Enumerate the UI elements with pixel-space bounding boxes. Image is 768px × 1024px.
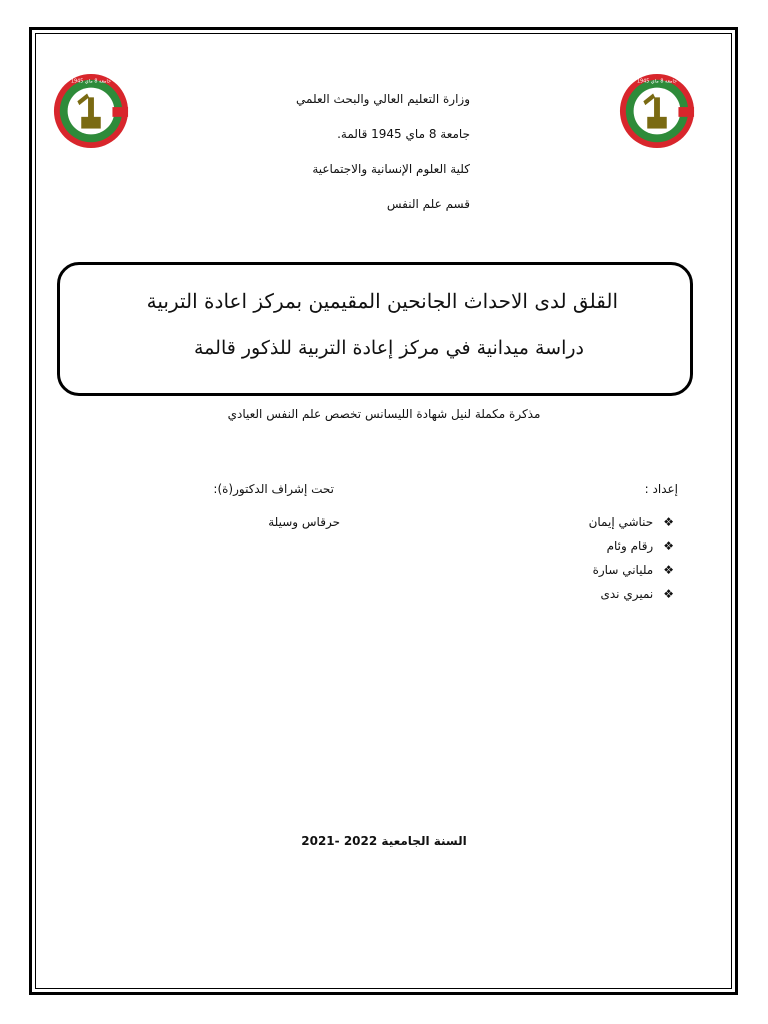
author-name: نميري ندى (600, 587, 654, 601)
degree-description: مذكرة مكملة لنيل شهادة الليسانس تخصص علم النفس العيادي (227, 407, 541, 421)
author-name: حناشي إيمان (588, 515, 654, 529)
academic-year: السنة الجامعية 2022 -2021 (301, 834, 467, 848)
thesis-title: القلق لدى الاحداث الجانحين المقيمين بمركز اعادة التربية (146, 289, 618, 313)
supervisor-name: حرقاس وسيلة (268, 515, 340, 529)
logo-arabic-text: جامعة 8 ماي 1945 (70, 78, 112, 85)
prepared-by-label: إعداد : (644, 482, 678, 496)
author-item (589, 515, 674, 529)
university-logo-right (618, 72, 696, 150)
diamond-bullet-icon: ❖ (663, 539, 674, 553)
supervisor-label: تحت إشراف الدكتور(ة): (213, 482, 334, 496)
department-name: قسم علم النفس (386, 197, 470, 211)
diamond-bullet-icon: ❖ (663, 587, 674, 601)
author-name: رقام وئام (606, 539, 654, 553)
ministry-name: وزارة التعليم العالي والبحث العلمي (296, 92, 470, 106)
author-name: ملياني سارة (592, 563, 654, 577)
logo-arabic-text: جامعة 8 ماي 1945 (636, 78, 678, 85)
thesis-subtitle: دراسة ميدانية في مركز إعادة التربية للذكور قالمة (193, 337, 584, 359)
author-item (600, 587, 674, 601)
university-logo-left (52, 72, 130, 150)
diamond-bullet-icon: ❖ (663, 515, 674, 529)
author-item (593, 563, 674, 577)
university-name: جامعة 8 ماي 1945 قالمة. (337, 127, 470, 141)
diamond-bullet-icon: ❖ (663, 563, 674, 577)
faculty-name: كلية العلوم الإنسانية والاجتماعية (312, 162, 470, 176)
author-item (607, 539, 674, 553)
thesis-title-box (57, 262, 693, 396)
